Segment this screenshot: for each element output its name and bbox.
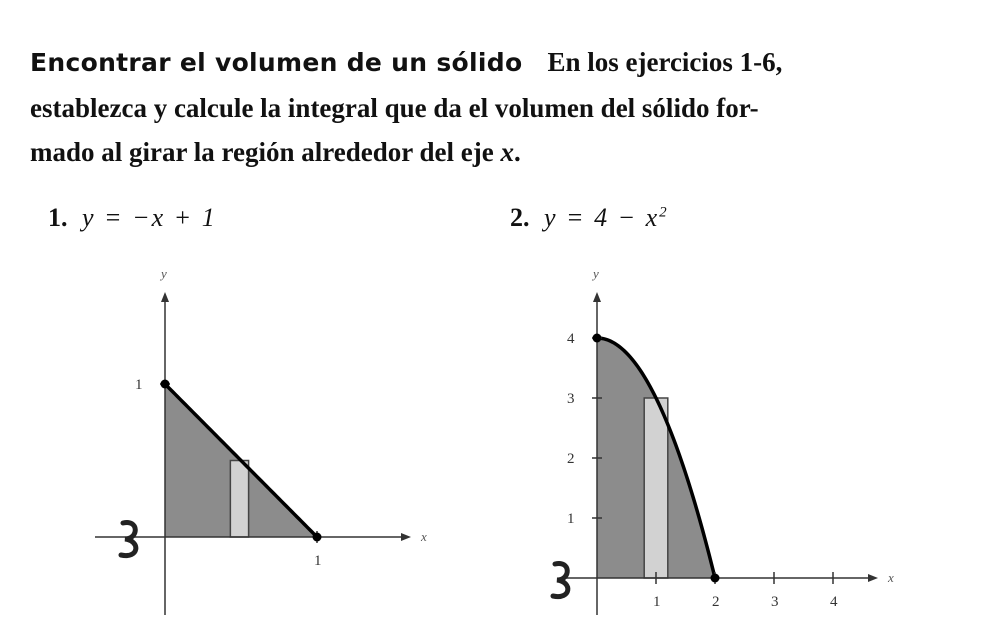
intro-period: . xyxy=(513,137,521,167)
graph-1-y-tick-label-1: 1 xyxy=(135,377,143,393)
graph-2-y-axis-label: y xyxy=(593,266,599,281)
intro-var-x: x xyxy=(500,137,514,167)
graph-2-rotation-arrow xyxy=(553,563,568,596)
graph-2-y-tick-label-2: 2 xyxy=(567,451,575,467)
intro-text-3: mado al girar la región alrededor del eje xyxy=(30,137,501,167)
graph-1-x-axis-arrow xyxy=(401,533,411,541)
graph-2-x-tick-label-3: 3 xyxy=(771,594,779,610)
graph-2-endpoint-2 xyxy=(711,574,720,583)
exercise-2-number: 2. xyxy=(510,203,530,232)
graph-2-y-tick-label-3: 3 xyxy=(567,391,575,407)
graph-2-endpoint-1 xyxy=(593,334,602,343)
intro-line-2: establezca y calcule la integral que da el volumen del sólido for- xyxy=(30,93,759,123)
graph-1-x-tick-label-1: 1 xyxy=(314,553,322,569)
graph-1-endpoint-2 xyxy=(313,533,322,542)
graph-1-y-axis-arrow xyxy=(161,292,169,302)
graph-2-y-tick-label-1: 1 xyxy=(567,511,575,527)
graph-2-y-axis-arrow xyxy=(593,292,601,302)
graph-1-y-axis-label: y xyxy=(161,266,167,281)
graph-1-representative-rectangle xyxy=(230,461,248,538)
exercise-1-number: 1. xyxy=(48,203,68,232)
graph-2-x-tick-label-4: 4 xyxy=(830,594,838,610)
graph-2-y-tick-label-4: 4 xyxy=(567,331,575,347)
exercise-2-equation-base: y = 4 − x xyxy=(544,203,660,232)
section-heading: Encontrar el volumen de un sólido xyxy=(30,48,523,77)
intro-text-1: En los ejercicios 1-6, xyxy=(547,47,783,77)
graph-2-x-tick-label-2: 2 xyxy=(712,594,720,610)
graph-2-x-tick-label-1: 1 xyxy=(653,594,661,610)
graph-2-representative-rectangle xyxy=(644,398,668,578)
graph-2-x-axis-label: x xyxy=(888,570,894,585)
graph-1-rotation-arrow xyxy=(121,522,136,555)
graph-2-x-axis-arrow xyxy=(868,574,878,582)
exercise-1-equation: y = −x + 1 xyxy=(82,203,217,232)
graph-1-endpoint-1 xyxy=(161,380,170,389)
graph-1-x-axis-label: x xyxy=(421,529,427,544)
exercise-2-exponent: 2 xyxy=(659,204,669,221)
